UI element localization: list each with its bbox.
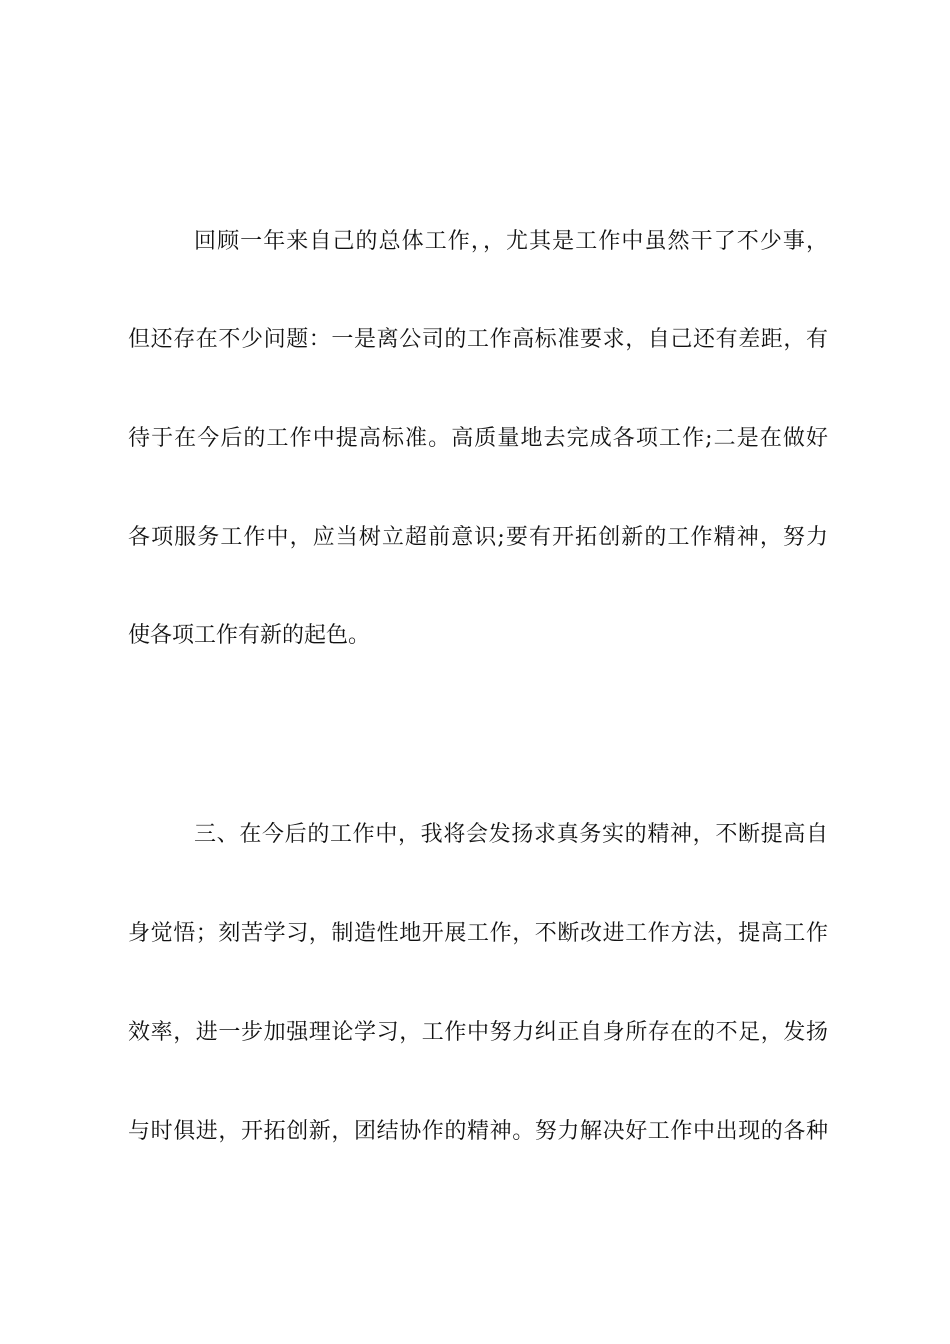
paragraph-line: 但还存在不少问题：一是离公司的工作高标准要求，自己还有差距，有 [128,327,828,352]
paragraph-line: 待于在今后的工作中提高标准。高质量地去完成各项工作;二是在做好 [128,426,828,451]
paragraph-line: 使各项工作有新的起色。 [128,623,371,648]
paragraph-line: 三、在今后的工作中，我将会发扬求真务实的精神，不断提高自 [194,822,828,847]
paragraph-line: 各项服务工作中，应当树立超前意识;要有开拓创新的工作精神，努力 [128,525,828,550]
paragraph-line: 身觉悟；刻苦学习，制造性地开展工作，不断改进工作方法，提高工作 [128,921,828,946]
paragraph-line: 效率，进一步加强理论学习，工作中努力纠正自身所存在的不足，发扬 [128,1020,828,1045]
paragraph-line: 回顾一年来自己的总体工作，，尤其是工作中虽然干了不少事， [194,229,828,254]
paragraph-line: 与时俱进，开拓创新，团结协作的精神。努力解决好工作中出现的各种 [128,1119,828,1144]
